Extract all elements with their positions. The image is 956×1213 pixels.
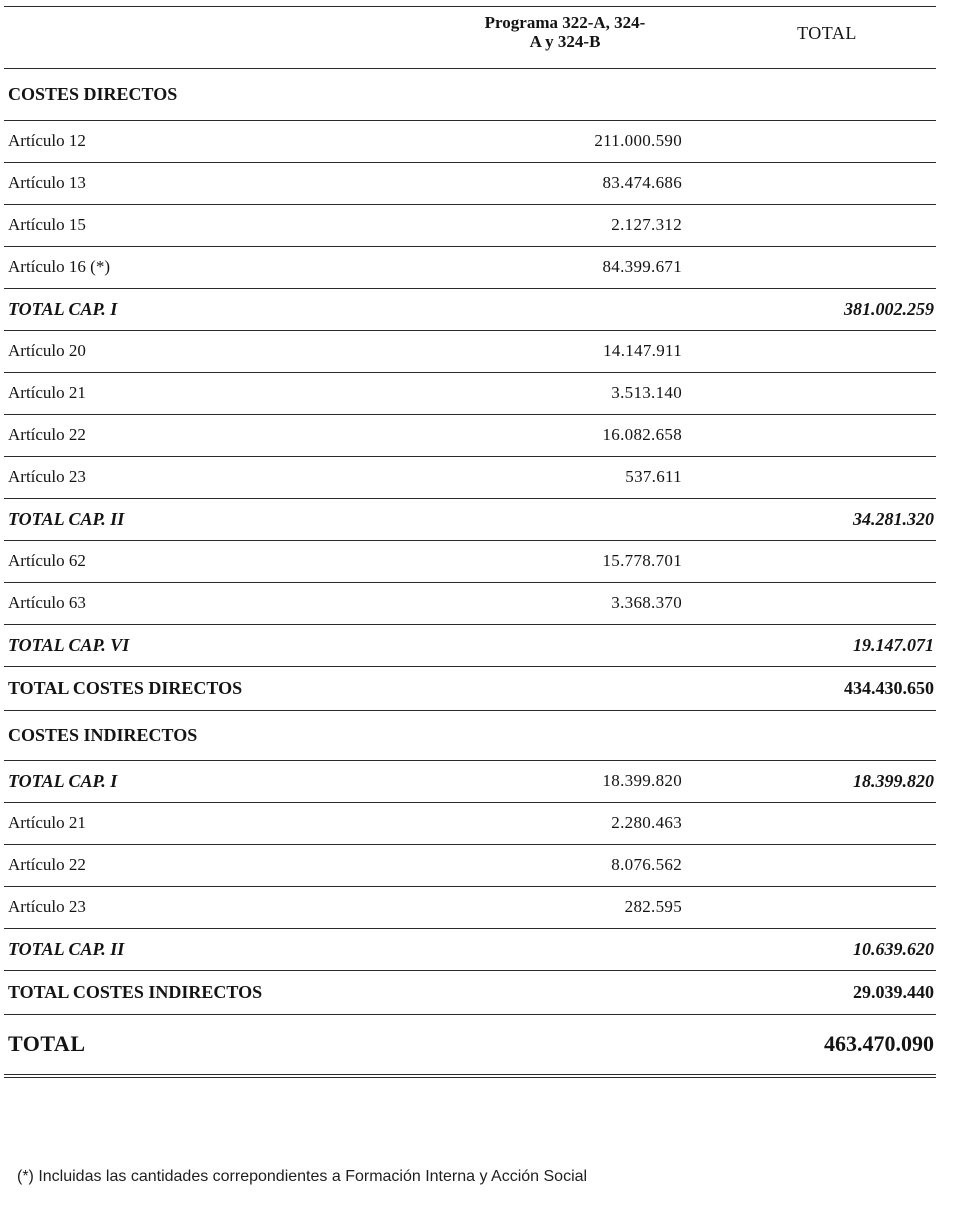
total-value: 19.147.071 xyxy=(853,635,934,655)
row-label: TOTAL CAP. I xyxy=(8,299,118,319)
total-value: 10.639.620 xyxy=(853,939,934,959)
header-bottom-rule xyxy=(4,68,936,69)
row-label: Artículo 23 xyxy=(8,467,86,486)
row-separator xyxy=(4,162,936,163)
row-label: Artículo 20 xyxy=(8,341,86,360)
table-row xyxy=(0,290,956,330)
program-value: 18.399.820 xyxy=(602,771,682,790)
row-label: Artículo 23 xyxy=(8,897,86,916)
program-value: 537.611 xyxy=(625,467,682,486)
total-column-header: TOTAL xyxy=(797,23,857,43)
row-separator xyxy=(4,1014,936,1015)
row-separator xyxy=(4,120,936,121)
program-value: 15.778.701 xyxy=(602,551,682,570)
row-label: Artículo 63 xyxy=(8,593,86,612)
table-row xyxy=(0,804,956,844)
row-separator xyxy=(4,710,936,711)
row-label: Artículo 62 xyxy=(8,551,86,570)
row-label: COSTES INDIRECTOS xyxy=(8,725,198,745)
row-separator xyxy=(4,288,936,289)
table-row xyxy=(0,70,956,120)
row-label: Artículo 15 xyxy=(8,215,86,234)
table-row xyxy=(0,500,956,540)
row-separator xyxy=(4,886,936,887)
row-label: TOTAL COSTES INDIRECTOS xyxy=(8,982,263,1002)
total-value: 463.470.090 xyxy=(824,1031,934,1056)
program-value: 3.368.370 xyxy=(611,593,682,612)
program-value: 2.127.312 xyxy=(611,215,682,234)
table-row xyxy=(0,206,956,246)
row-label: TOTAL xyxy=(8,1031,86,1056)
table-row xyxy=(0,888,956,928)
row-separator xyxy=(4,844,936,845)
row-label: Artículo 22 xyxy=(8,855,86,874)
program-value: 282.595 xyxy=(624,897,682,916)
row-separator xyxy=(4,330,936,331)
row-separator xyxy=(4,372,936,373)
total-value: 29.039.440 xyxy=(853,982,934,1002)
row-separator xyxy=(4,498,936,499)
program-value: 8.076.562 xyxy=(611,855,682,874)
table-row xyxy=(0,930,956,970)
row-separator xyxy=(4,970,936,971)
total-value: 434.430.650 xyxy=(844,678,934,698)
table-row xyxy=(0,584,956,624)
program-header-text: Programa 322-A, 324- A y 324-B xyxy=(484,13,646,51)
program-column-header xyxy=(448,13,682,51)
table-row xyxy=(0,972,956,1014)
table-row xyxy=(0,458,956,498)
table-row xyxy=(0,542,956,582)
row-label: Artículo 12 xyxy=(8,131,86,150)
row-label: TOTAL CAP. II xyxy=(8,509,125,529)
table-row xyxy=(0,416,956,456)
row-separator xyxy=(4,760,936,761)
row-separator xyxy=(4,928,936,929)
table-row xyxy=(0,122,956,162)
program-value: 14.147.911 xyxy=(603,341,682,360)
row-separator xyxy=(4,456,936,457)
table-row xyxy=(0,1016,956,1074)
row-label: TOTAL CAP. VI xyxy=(8,635,130,655)
table-row xyxy=(0,846,956,886)
row-label: Artículo 21 xyxy=(8,813,86,832)
row-separator xyxy=(4,540,936,541)
row-separator xyxy=(4,582,936,583)
row-separator xyxy=(4,802,936,803)
row-label: TOTAL COSTES DIRECTOS xyxy=(8,678,243,698)
program-value: 211.000.590 xyxy=(594,131,682,150)
row-separator xyxy=(4,1074,936,1075)
row-label: TOTAL CAP. II xyxy=(8,939,125,959)
table-top-rule xyxy=(4,6,936,7)
table-row xyxy=(0,332,956,372)
row-separator xyxy=(4,246,936,247)
table-row xyxy=(0,374,956,414)
program-value: 84.399.671 xyxy=(602,257,682,276)
row-separator xyxy=(4,666,936,667)
table-bottom-rule xyxy=(4,1077,936,1078)
row-label: COSTES DIRECTOS xyxy=(8,84,178,104)
program-value: 16.082.658 xyxy=(602,425,682,444)
row-separator xyxy=(4,624,936,625)
row-separator xyxy=(4,414,936,415)
row-label: Artículo 21 xyxy=(8,383,86,402)
total-value: 381.002.259 xyxy=(844,299,934,319)
row-label: Artículo 16 (*) xyxy=(8,257,110,276)
footnote: (*) Incluidas las cantidades correpondientes a Formación Interna y Acción Social xyxy=(17,1168,588,1185)
row-label: Artículo 13 xyxy=(8,173,86,192)
program-value: 83.474.686 xyxy=(602,173,682,192)
program-value: 3.513.140 xyxy=(611,383,682,402)
table-row xyxy=(0,164,956,204)
table-row xyxy=(0,248,956,288)
total-value: 18.399.820 xyxy=(853,771,934,791)
table-row xyxy=(0,626,956,666)
table-row xyxy=(0,712,956,760)
row-label: Artículo 22 xyxy=(8,425,86,444)
total-value: 34.281.320 xyxy=(853,509,934,529)
table-row xyxy=(0,668,956,710)
row-label: TOTAL CAP. I xyxy=(8,771,118,791)
row-separator xyxy=(4,204,936,205)
program-value: 2.280.463 xyxy=(611,813,682,832)
table-row xyxy=(0,762,956,802)
